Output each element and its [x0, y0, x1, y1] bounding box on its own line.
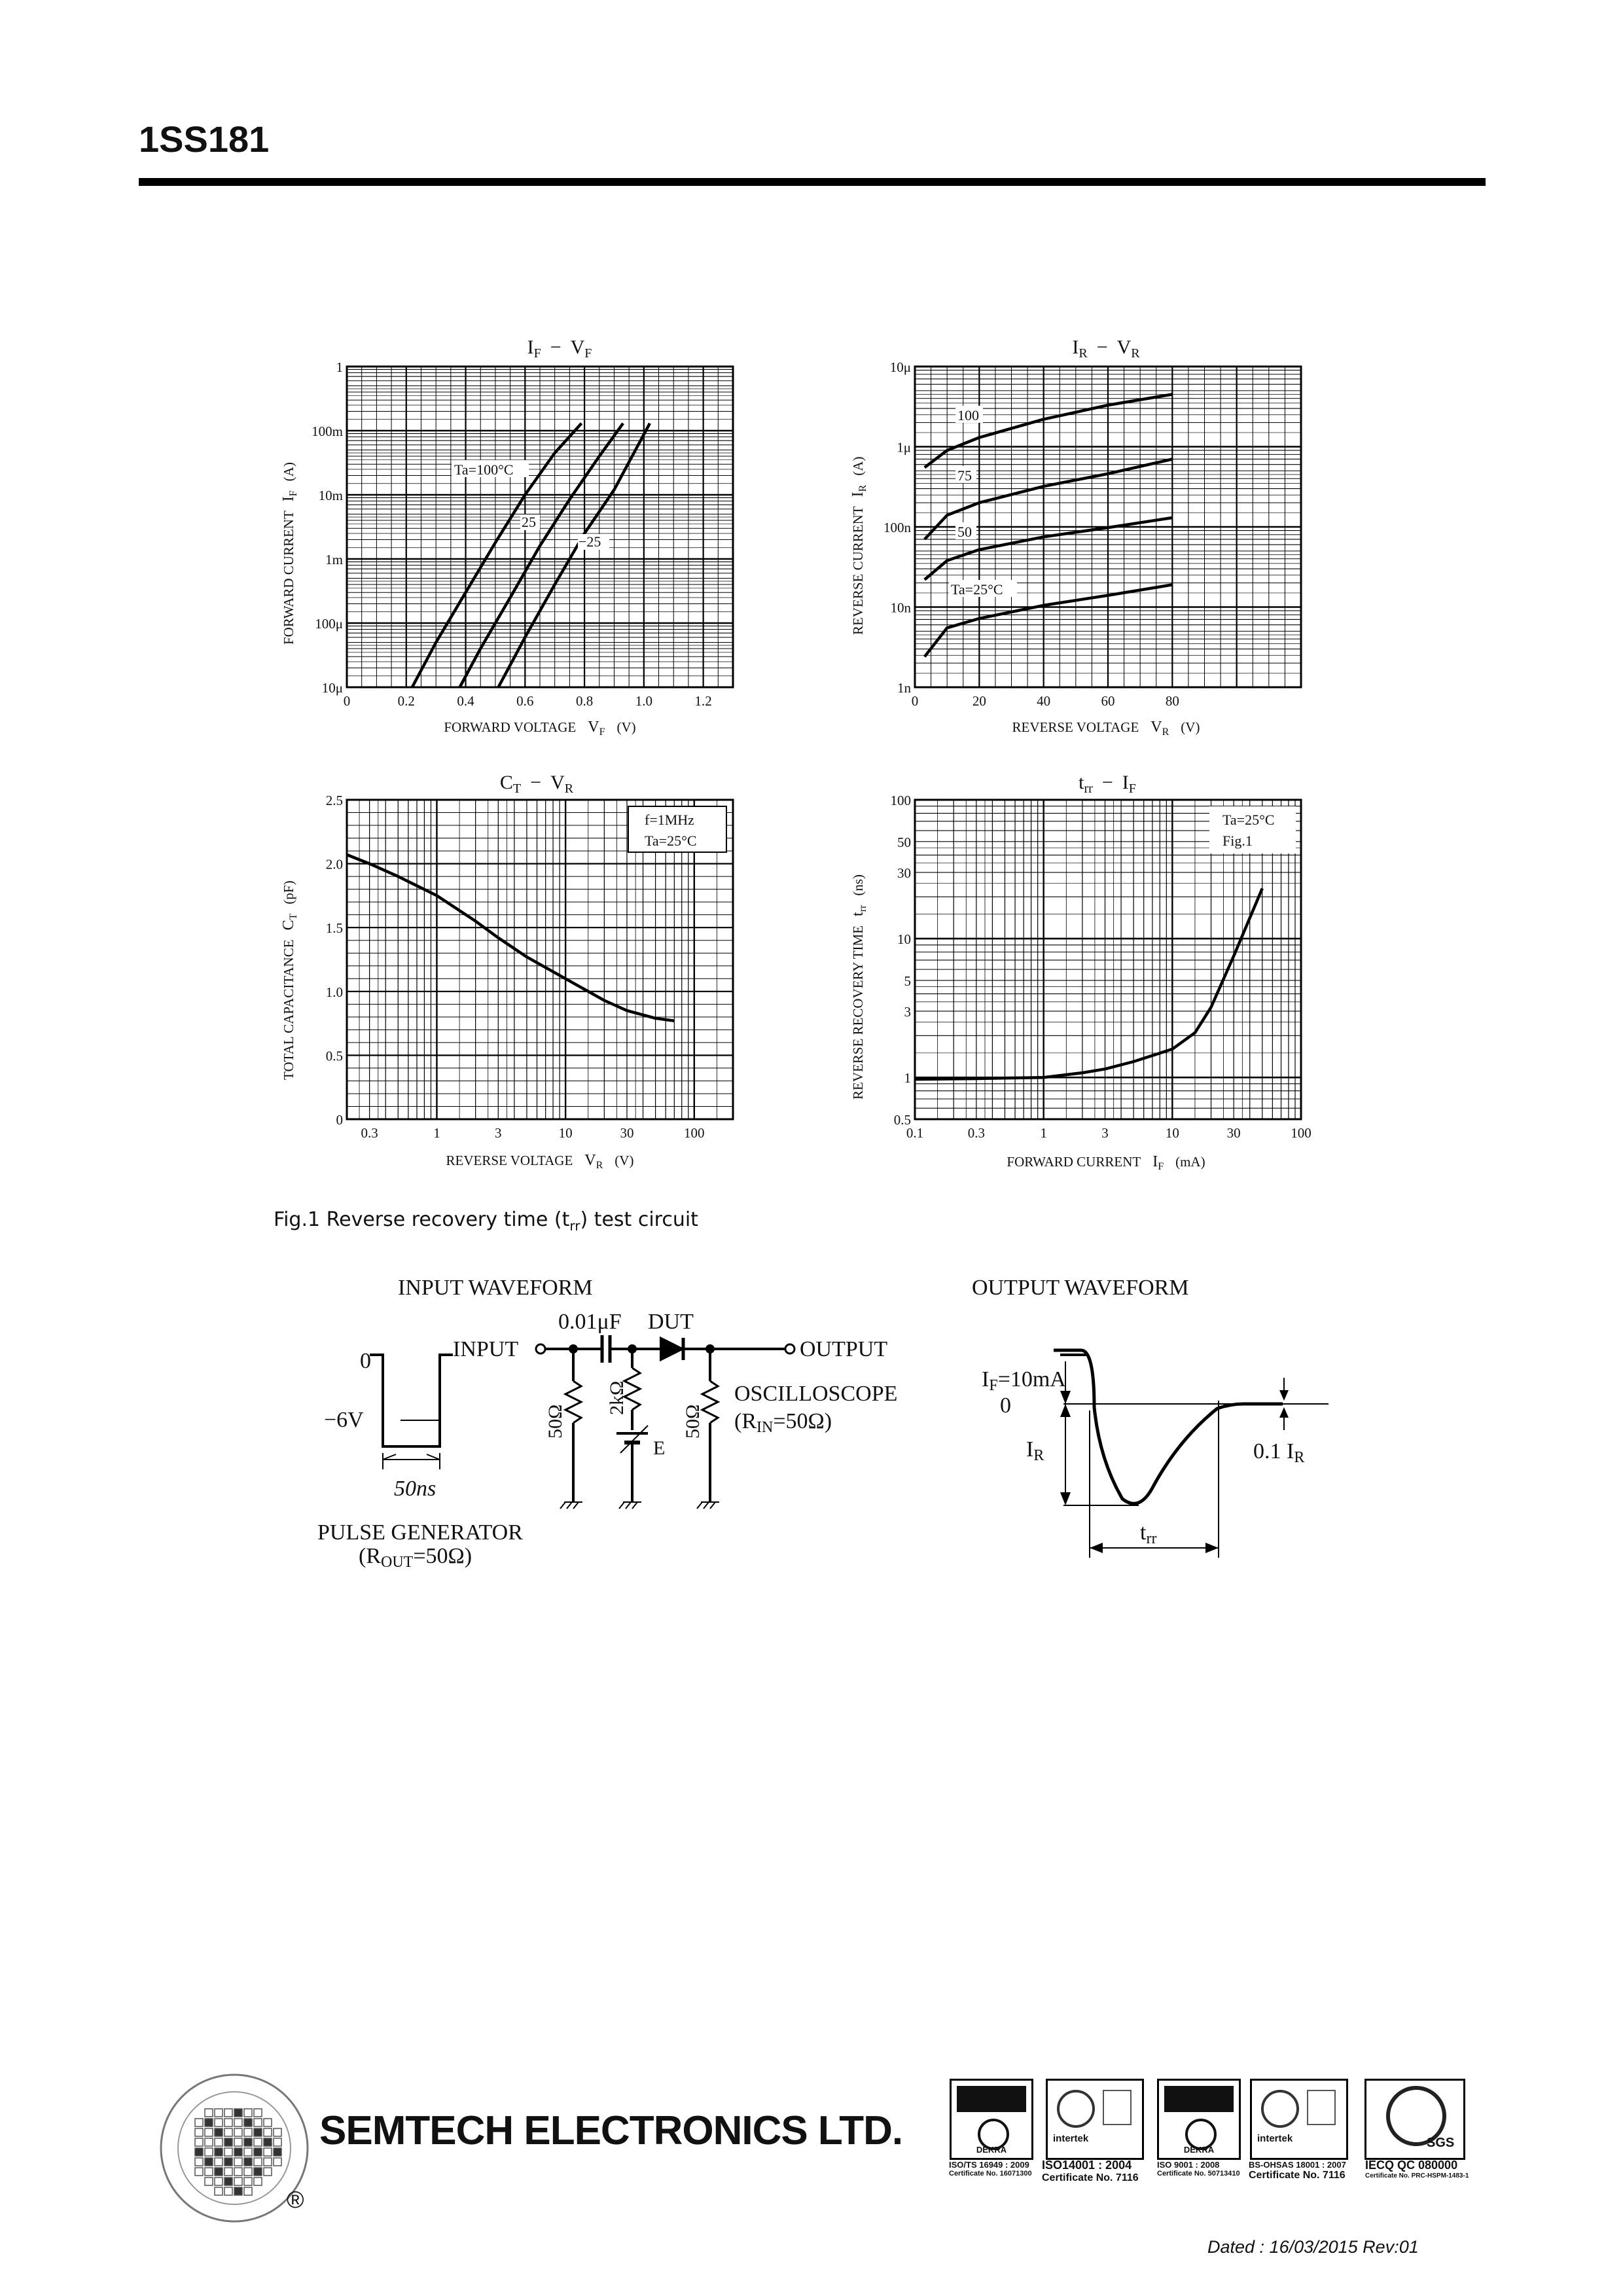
y-tick-label: 10n	[890, 600, 911, 616]
cert-badge-4: intertek	[1250, 2079, 1348, 2160]
rout-label: (ROUT=50Ω)	[359, 1544, 473, 1571]
input-label: INPUT	[453, 1337, 519, 1361]
y-tick-label: 1	[336, 359, 343, 375]
x-tick-label: 30	[620, 1125, 634, 1141]
y-tick-label: 2.5	[325, 793, 343, 808]
pulse-generator-label: PULSE GENERATOR	[317, 1520, 523, 1545]
output-zero-label: 0	[1000, 1393, 1011, 1418]
x-tick-label: 20	[972, 693, 986, 709]
cert-badge-3: DEKRA	[1157, 2079, 1241, 2160]
oscilloscope-label: OSCILLOSCOPE	[734, 1382, 898, 1406]
x-tick-label: 0.1	[906, 1125, 924, 1141]
y-tick-label: 0.5	[893, 1112, 911, 1128]
cert-caption-2: ISO14001 : 2004 Certificate No. 7116	[1042, 2159, 1139, 2183]
cert-badge-1: DEKRA	[950, 2079, 1033, 2160]
x-tick-label: 0.3	[361, 1125, 378, 1141]
input-level-negative: −6V	[324, 1408, 364, 1432]
chart-trr-if-ylabel: REVERSE RECOVERY TIMEt$_{rr}$(ns)	[849, 874, 868, 1100]
chart-ir-vr-y-ticks	[883, 359, 912, 696]
series-line-1	[925, 395, 1173, 468]
chart-ir-vr-x-ticks	[912, 693, 1179, 709]
cert-badge-5: SGS	[1364, 2079, 1465, 2160]
x-tick-label: 0.8	[575, 693, 594, 709]
chart-ct-vr-ylabel: TOTAL $CAPACITANCEC_T(pF)$	[280, 880, 299, 1080]
y-tick-label: 1	[904, 1070, 911, 1086]
series-line-1	[915, 888, 1262, 1079]
x-tick-label: 1	[1040, 1125, 1047, 1141]
x-tick-label: 0	[343, 693, 351, 709]
output-recovery-waveform	[1054, 1350, 1283, 1503]
chart-if-vf-ylabel: FORWARD $CURRENTI_F(A)$	[280, 462, 299, 645]
y-tick-label: 3	[904, 1003, 911, 1020]
cert-caption-3: ISO 9001 : 2008 Certificate No. 50713410	[1157, 2160, 1240, 2178]
y-tick-label: 100	[890, 793, 911, 808]
x-tick-label: 40	[1037, 693, 1051, 709]
chart-if-vf-title: $I_F - V_F$	[527, 336, 592, 361]
x-tick-label: 1	[433, 1125, 440, 1141]
x-tick-label: 60	[1101, 693, 1115, 709]
bias-label: E	[653, 1437, 666, 1459]
chart-ct-vr-series	[347, 855, 674, 1021]
chart-ir-vr	[849, 336, 1301, 738]
chart-ct-vr-title: $C_T - V_R$	[499, 772, 574, 796]
if-label: IF=10mA	[982, 1367, 1066, 1394]
ir-tenth-label: 0.1 IR	[1253, 1439, 1305, 1466]
input-level-zero: 0	[360, 1349, 371, 1373]
y-tick-label: 100μ	[315, 616, 343, 632]
dut-label: DUT	[648, 1310, 694, 1334]
x-tick-label: 0	[911, 693, 919, 709]
r3-label: 50Ω	[682, 1404, 704, 1439]
chart-trr-if-title: $t_{rr} - I_F$	[1079, 772, 1136, 796]
resistor-50-ohm-output	[702, 1381, 718, 1423]
company-name: SEMTECH ELECTRONICS LTD.	[319, 2108, 903, 2153]
x-tick-label: 3	[495, 1125, 502, 1141]
x-tick-label: 100	[684, 1125, 705, 1141]
chart-trr-if-x-ticks	[906, 1125, 1311, 1141]
y-tick-label: 5	[904, 973, 911, 989]
chart-ct-vr-y-ticks	[326, 793, 343, 1128]
y-tick-label: 100m	[312, 423, 343, 439]
ir-label: IR	[1026, 1437, 1044, 1464]
resistor-50-ohm-input	[565, 1381, 581, 1423]
x-tick-label: 0.6	[516, 693, 534, 709]
y-tick-label: 30	[897, 865, 911, 881]
y-tick-label: 50	[897, 834, 911, 850]
y-tick-label: 10μ	[889, 359, 911, 375]
y-tick-label: 1μ	[897, 439, 911, 456]
y-tick-label: 1n	[897, 680, 911, 696]
curve-label-ir-100: 100	[957, 407, 979, 423]
y-tick-label: 1.0	[325, 984, 343, 1000]
chart-ct-vr-x-ticks	[361, 1125, 705, 1141]
cert-badge-2: intertek	[1046, 2079, 1144, 2160]
x-tick-label: 0.2	[397, 693, 415, 709]
y-tick-label: 100n	[883, 520, 911, 535]
cert-caption-5: IECQ QC 080000 Certificate No. PRC-HSPM-1483-1	[1365, 2159, 1469, 2179]
rin-label: (RIN=50Ω)	[734, 1409, 832, 1436]
dut-diode	[661, 1338, 682, 1359]
y-tick-label: 1m	[325, 552, 343, 567]
chart-trr-if-series	[915, 888, 1262, 1079]
registered-mark: ®	[287, 2186, 304, 2213]
capacitor-label: 0.01μF	[558, 1310, 622, 1334]
chart-ir-vr-ylabel: REVERSE $CURRENTI_R(A)$	[849, 456, 868, 635]
legend-line-1: f=1MHz	[645, 812, 694, 828]
chart-ir-vr-xlabel: REVERSE VOLTAGE $V_R$ (V)	[1012, 719, 1200, 738]
y-tick-label: 2.0	[325, 856, 343, 872]
x-tick-label: 100	[1291, 1125, 1311, 1141]
x-tick-label: 1.0	[635, 693, 652, 709]
curve-label-ir-75: 75	[957, 467, 972, 484]
legend-line-2: Fig.1	[1222, 833, 1253, 849]
curve-label-ir-50: 50	[957, 524, 972, 540]
curve-label-ir-25c: Ta=25°C	[951, 581, 1003, 598]
x-tick-label: 10	[1165, 1125, 1179, 1141]
cert-caption-4: BS-OHSAS 18001 : 2007 Certificate No. 7116	[1249, 2160, 1346, 2181]
y-tick-label: 10	[897, 931, 911, 948]
x-tick-label: 3	[1101, 1125, 1109, 1141]
y-tick-label: 0	[336, 1112, 343, 1128]
chart-ir-vr-title: $I_R - V_R$	[1072, 336, 1140, 361]
curve-label-minus25: −25	[579, 533, 601, 550]
chart-trr-if-xlabel: FORWARD CURRENT $I_F$ (mA)	[1007, 1153, 1205, 1172]
cert-caption-1: ISO/TS 16949 : 2009 Certificate No. 16071300	[949, 2160, 1032, 2178]
input-terminal	[536, 1344, 545, 1354]
part-number: 1SS181	[139, 118, 270, 160]
legend-line-2: Ta=25°C	[645, 833, 697, 849]
y-tick-label: 10μ	[321, 680, 343, 696]
chart-if-vf	[280, 336, 733, 738]
chart-if-vf-xlabel: FORWARD VOLTAGE $V_F$ (V)	[444, 719, 636, 738]
output-label: OUTPUT	[800, 1337, 888, 1361]
figure-caption: Fig.1 Reverse recovery time $(t_{rr})$ test circuit	[274, 1208, 698, 1234]
x-tick-label: 80	[1165, 693, 1179, 709]
series-line-1	[347, 855, 674, 1021]
output-waveform-title: OUTPUT WAVEFORM	[972, 1276, 1189, 1300]
input-pulse	[370, 1355, 453, 1446]
curve-label-25: 25	[522, 514, 536, 530]
y-tick-label: 0.5	[325, 1048, 343, 1064]
x-tick-label: 1.2	[694, 693, 712, 709]
trr-label: trr	[1140, 1520, 1157, 1547]
x-tick-label: 10	[558, 1125, 573, 1141]
chart-trr-if	[849, 772, 1311, 1172]
chart-if-vf-x-ticks	[344, 693, 712, 709]
x-tick-label: 0.3	[967, 1125, 985, 1141]
y-tick-label: 1.5	[325, 920, 343, 937]
input-waveform-title: INPUT WAVEFORM	[398, 1276, 593, 1300]
r1-label: 50Ω	[544, 1404, 566, 1439]
pulse-width-label: 50ns	[394, 1477, 437, 1501]
chart-ct-vr	[280, 772, 733, 1171]
test-circuit-figure	[0, 1244, 1623, 1610]
document-date: Dated : 16/03/2015 Rev:01	[1207, 2237, 1419, 2257]
output-terminal	[785, 1344, 794, 1354]
y-tick-label: 10m	[318, 488, 343, 503]
r2-label: 2kΩ	[606, 1380, 628, 1415]
x-tick-label: 30	[1226, 1125, 1241, 1141]
x-tick-label: 0.4	[457, 693, 474, 709]
curve-label-100c: Ta=100°C	[454, 461, 514, 478]
legend-line-1: Ta=25°C	[1222, 812, 1275, 828]
chart-trr-if-y-ticks	[891, 793, 912, 1128]
ground-symbols	[560, 1502, 719, 1509]
chart-ct-vr-xlabel: REVERSE VOLTAGE $V_R$ (V)	[446, 1152, 634, 1171]
chart-if-vf-y-ticks	[312, 359, 343, 696]
